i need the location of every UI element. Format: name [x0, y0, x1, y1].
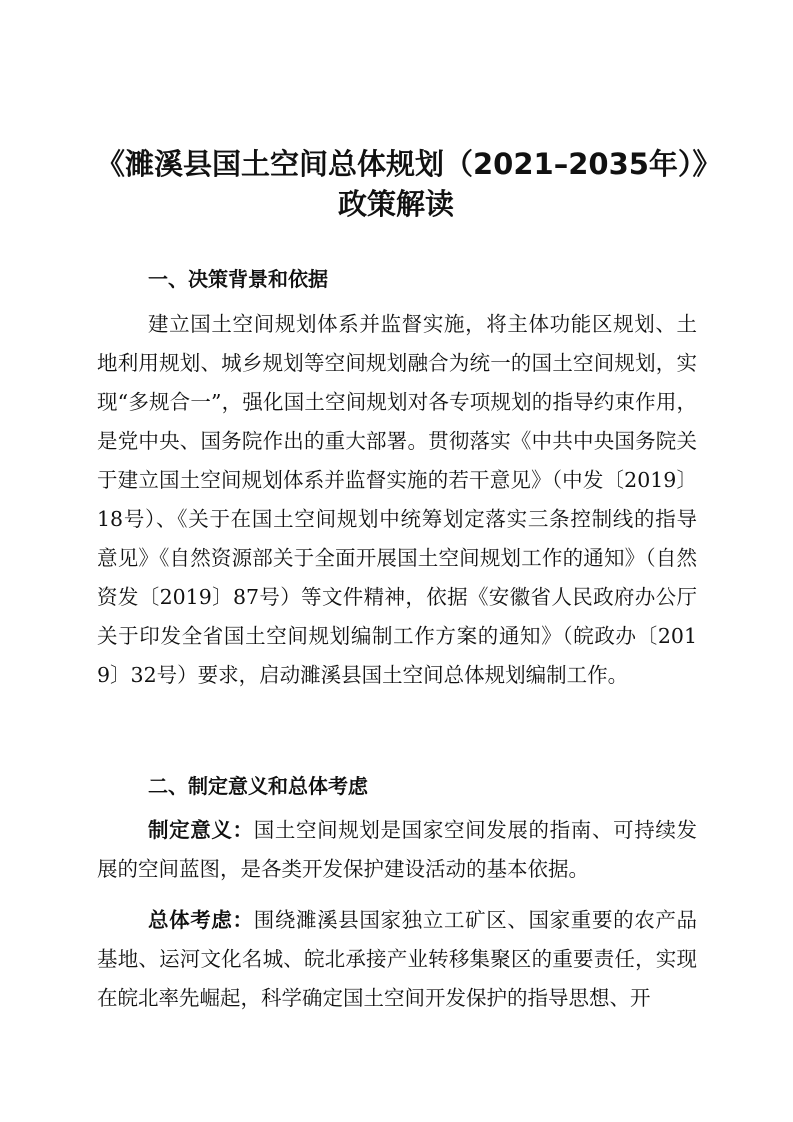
paragraph-significance: [97, 811, 697, 889]
paragraph-lead-significance: 制定意义：: [148, 818, 254, 842]
paragraph-overall: [97, 901, 697, 1018]
paragraph-text-significance: 国土空间规划是国家空间发展的指南、可持续发展的空间蓝图，是各类开发保护建设活动的基本依据。: [97, 818, 698, 881]
document-title: 《濉溪县国土空间总体规划（2021–2035年）》: [96, 147, 722, 181]
section-paragraph-background: 建立国土空间规划体系并监督实施，将主体功能区规划、土地利用规划、城乡规划等空间规划融合为统一的国土空间规划，实现“多规合一”，强化国土空间规划对各专项规划的指导约束作用，是党中央、国务院作出的重大部署。贯彻落实《中共中央国务院关于建立国土空间规划体系并监督实施的若干意见》（中发〔2019〕18号）、《关于在国土空间规划中统筹划定落实三条控制线的指导意见》《自然资源部关于全面开展国土空间规划工作的通知》（自然资发〔2019〕87号）等文件精神，依据《安徽省人民政府办公厅关于印发全省国土空间规划编制工作方案的通知》（皖政办〔2019〕32号）要求，启动濉溪县国土空间总体规划编制工作。: [97, 312, 697, 687]
section-heading-background: 一、决策背景和依据: [148, 267, 328, 291]
paragraph-text-overall: 围绕濉溪县国家独立工矿区、国家重要的农产品基地、运河文化名城、皖北承接产业转移集聚区的重要责任，实现在皖北率先崛起，科学确定国土空间开发保护的指导思想、开: [97, 908, 698, 1010]
section-heading-significance: 二、制定意义和总体考虑: [148, 774, 368, 798]
document-subtitle: 政策解读: [337, 187, 454, 221]
paragraph-lead-overall: 总体考虑：: [148, 908, 254, 932]
